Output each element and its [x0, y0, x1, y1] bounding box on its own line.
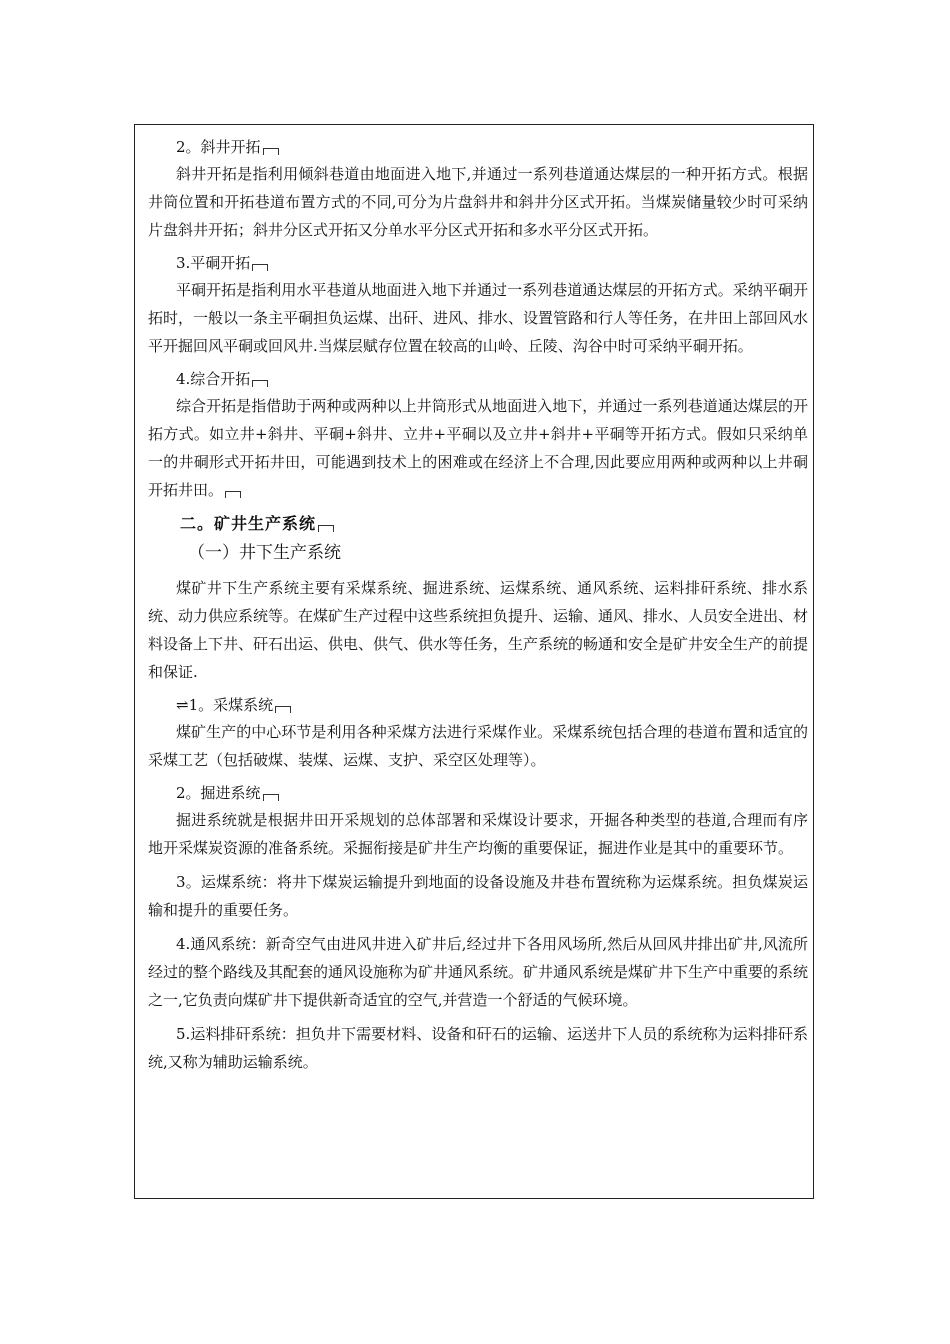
document-body: [148, 134, 808, 1082]
paragraph: 平硐开拓是指利用水平巷道从地面进入地下并通过一系列巷道通达煤层的开拓方式。采纳平硐开拓时，一般以一条主平硐担负运煤、出矸、进风、排水、设置管路和行人等任务，在井田上部回风水平开掘回风平硐或回风井.当煤层赋存位置在较高的山岭、丘陵、沟谷中时可采纳平硐开拓。: [148, 281, 809, 355]
paragraph: 4.通风系统：新奇空气由进风井进入矿井后,经过井下各用风场所,然后从回风井排出矿井,风流所经过的整个路线及其配套的通风设施称为矿井通风系统。矿井通风系统是煤矿井下生产中重要的系统之一,它负责向煤矿井下提供新奇适宜的空气,并营造一个舒适的气候环境。: [148, 935, 809, 1009]
paragraph-mark-icon: [263, 148, 279, 155]
heading-mining-system: ⇌1。采煤系统: [176, 692, 808, 718]
paragraph: 煤矿生产的中心环节是利用各种采煤方法进行采煤作业。采煤系统包括合理的巷道布置和适宜的采煤工艺（包括破煤、装煤、运煤、支护、采空区处理等）。: [148, 723, 808, 769]
section-title: 二。矿井生产系统: [180, 510, 808, 538]
paragraph: 煤矿井下生产系统主要有采煤系统、掘进系统、运煤系统、通风系统、运料排矸系统、排水系统、动力供应系统等。在煤矿生产过程中这些系统担负提升、运输、通风、排水、人员安全进出、材料设备上下井、矸石出运、供电、供气、供水等任务，生产系统的畅通和安全是矿井安全生产的前提和保证.: [148, 579, 809, 681]
paragraph-mark-icon: [318, 525, 334, 532]
paragraph: 斜井开拓是指利用倾斜巷道由地面进入地下,并通过一系列巷道通达煤层的一种开拓方式。根据井筒位置和开拓巷道布置方式的不同,可分为片盘斜井和斜井分区式开拓。当煤炭储量较少时可采纳片盘斜井开拓；斜井分区式开拓又分单水平分区式开拓和多水平分区式开拓。: [148, 165, 808, 239]
paragraph-mark-icon: [225, 491, 241, 498]
paragraph-mark-icon: [252, 380, 268, 387]
heading-driving-system: 2。掘进系统: [176, 780, 808, 806]
paragraph-mark-icon: [263, 794, 279, 801]
paragraph-mark-icon: [275, 706, 291, 713]
paragraph-mark-icon: [252, 264, 268, 271]
paragraph: 5.运料排矸系统：担负井下需要材料、设备和矸石的运输、运送井下人员的系统称为运料排矸系统,又称为辅助运输系统。: [148, 1025, 808, 1071]
paragraph: 综合开拓是指借助于两种或两种以上井筒形式从地面进入地下，并通过一系列巷道通达煤层的开拓方式。如立井+斜井、平硐+斜井、立井+平硐以及立井+斜井+平硐等开拓方式。假如只采纳单一的井硐形式开拓井田，可能遇到技术上的困难或在经济上不合理,因此要应用两种或两种以上井硐开拓井田。: [148, 397, 808, 499]
heading-adit: 3.平硐开拓: [176, 250, 808, 276]
subsection-title: （一）井下生产系统: [188, 543, 341, 563]
heading-inclined-shaft: 2。斜井开拓: [176, 134, 808, 160]
paragraph: 3。运煤系统：将井下煤炭运输提升到地面的设备设施及井巷布置统称为运煤系统。担负煤炭运输和提升的重要任务。: [148, 873, 808, 919]
paragraph: 掘进系统就是根据井田开采规划的总体部署和采煤设计要求，开掘各种类型的巷道,合理而有序地开采煤炭资源的准备系统。采掘衔接是矿井生产均衡的重要保证，掘进作业是其中的重要环节。: [148, 811, 808, 857]
heading-combined: 4.综合开拓: [176, 366, 808, 392]
